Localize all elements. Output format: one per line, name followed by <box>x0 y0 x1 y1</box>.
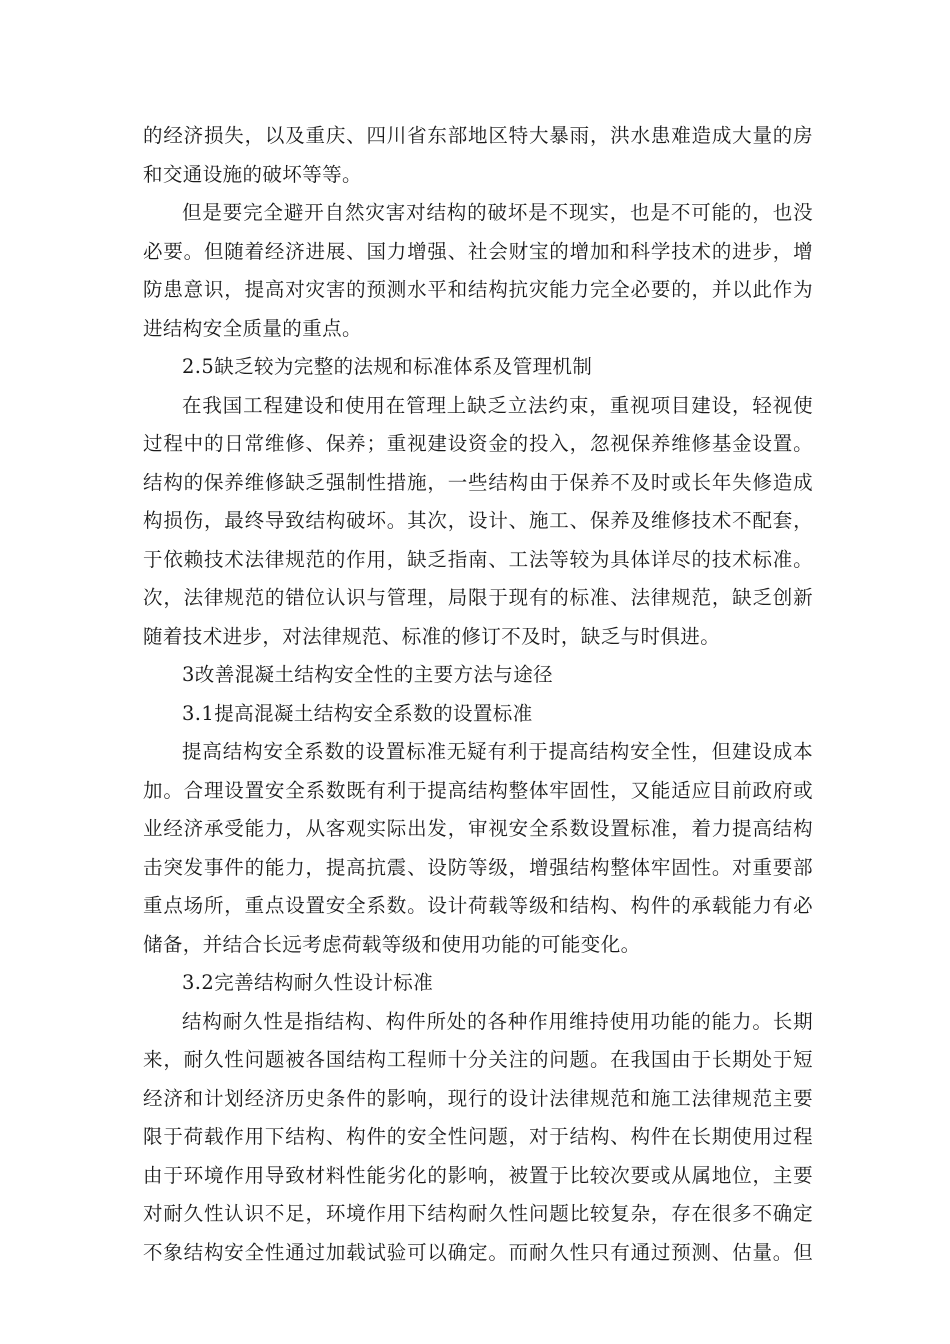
text-line: 于依赖技术法律规范的作用，缺乏指南、工法等较为具体详尽的技术标准。 <box>143 547 813 571</box>
text-line: 防患意识，提高对灾害的预测水平和结构抗灾能力完全必要的，并以此作为 <box>143 278 813 301</box>
paragraph-start-line: 但是要完全避开自然灾害对结构的破坏是不现实，也是不可能的，也没 <box>182 201 813 224</box>
text-line: 击突发事件的能力，提高抗震、设防等级，增强结构整体牢固性。对重要部 <box>143 855 813 879</box>
text-line: 的经济损失，以及重庆、四川省东部地区特大暴雨，洪水患难造成大量的房 <box>143 124 813 147</box>
text-line: 来，耐久性问题被各国结构工程师十分关注的问题。在我国由于长期处于短 <box>143 1048 813 1071</box>
text-line: 业经济承受能力，从客观实际出发，审视安全系数设置标准，着力提高结构 <box>143 817 813 840</box>
section-heading-3: 3改善混凝土结构安全性的主要方法与途径 <box>182 663 554 686</box>
paragraph-start-line: 结构耐久性是指结构、构件所处的各种作用维持使用功能的能力。长期 <box>182 1009 813 1033</box>
text-line: 不象结构安全性通过加载试验可以确定。而耐久性只有通过预测、估量。但 <box>143 1240 813 1264</box>
text-line: 经济和计划经济历史条件的影响，现行的设计法律规范和施工法律规范主要 <box>143 1086 813 1110</box>
text-line: 和交通设施的破坏等等。 <box>143 162 362 186</box>
text-line: 加。合理设置安全系数既有利于提高结构整体牢固性，又能适应目前政府或 <box>143 778 813 802</box>
text-line: 构损伤，最终导致结构破坏。其次，设计、施工、保养及维修技术不配套， <box>143 509 813 532</box>
text-line: 必要。但随着经济进展、国力增强、社会财宝的增加和科学技术的进步，增 <box>143 239 813 263</box>
section-heading-2-5: 2.5缺乏较为完整的法规和标准体系及管理机制 <box>182 355 593 378</box>
text-line: 进结构安全质量的重点。 <box>143 316 362 340</box>
text-line: 对耐久性认识不足，环境作用下结构耐久性问题比较复杂，存在很多不确定 <box>143 1202 813 1225</box>
paragraph-start-line: 在我国工程建设和使用在管理上缺乏立法约束，重视项目建设，轻视使 <box>182 393 813 417</box>
text-line: 限于荷载作用下结构、构件的安全性问题，对于结构、构件在长期使用过程 <box>143 1125 813 1148</box>
text-line: 随着技术进步，对法律规范、标准的修订不及时，缺乏与时俱进。 <box>143 624 721 648</box>
section-heading-3-2: 3.2完善结构耐久性设计标准 <box>182 971 434 994</box>
section-heading-3-1: 3.1提高混凝土结构安全系数的设置标准 <box>182 701 533 725</box>
text-line: 由于环境作用导致材料性能劣化的影响，被置于比较次要或从属地位，主要 <box>143 1163 813 1187</box>
text-line: 结构的保养维修缺乏强制性措施，一些结构由于保养不及时或长年失修造成 <box>143 470 813 494</box>
text-line: 重点场所，重点设置安全系数。设计荷载等级和结构、构件的承载能力有必 <box>143 894 813 917</box>
text-line: 次，法律规范的错位认识与管理，局限于现有的标准、法律规范，缺乏创新 <box>143 586 813 609</box>
text-line: 储备，并结合长远考虑荷载等级和使用功能的可能变化。 <box>143 932 641 956</box>
document-body <box>143 117 813 1272</box>
paragraph-start-line: 提高结构安全系数的设置标准无疑有利于提高结构安全性，但建设成本 <box>182 740 813 763</box>
text-line: 过程中的日常维修、保养；重视建设资金的投入，忽视保养维修基金设置。 <box>143 432 813 455</box>
